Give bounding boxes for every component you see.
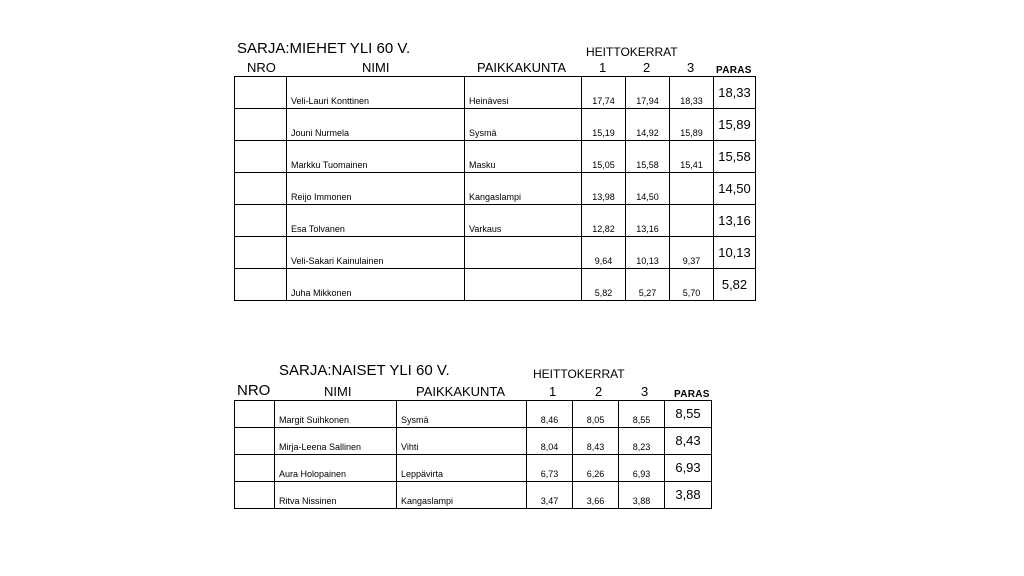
nro-cell <box>235 401 275 428</box>
throw-3-result <box>670 205 714 237</box>
throw-2-result: 14,92 <box>626 109 670 141</box>
throw-1-result: 15,05 <box>582 141 626 173</box>
hometown: Sysmä <box>465 109 582 141</box>
throw-2-result: 14,50 <box>626 173 670 205</box>
men-col-nro: NRO <box>247 60 276 75</box>
throw-3-result: 15,89 <box>670 109 714 141</box>
athlete-name: Jouni Nurmela <box>287 109 465 141</box>
throw-2-result: 8,05 <box>573 401 619 428</box>
throw-3-result: 3,88 <box>619 482 665 509</box>
result-row <box>235 482 712 509</box>
athlete-name: Margit Suihkonen <box>275 401 397 428</box>
best-result: 8,43 <box>665 428 712 455</box>
men-throws-header: HEITTOKERRAT <box>586 45 678 59</box>
nro-cell <box>235 109 287 141</box>
throw-1-result: 12,82 <box>582 205 626 237</box>
throw-2-result: 5,27 <box>626 269 670 301</box>
men-series-title: SARJA:MIEHET YLI 60 V. <box>237 40 411 57</box>
result-row <box>235 173 756 205</box>
nro-cell <box>235 173 287 205</box>
women-series-title: SARJA:NAISET YLI 60 V. <box>279 362 450 379</box>
throw-3-result: 18,33 <box>670 77 714 109</box>
hometown: Leppävirta <box>397 455 527 482</box>
nro-cell <box>235 205 287 237</box>
women-throws-header: HEITTOKERRAT <box>533 367 625 381</box>
result-row <box>235 77 756 109</box>
women-col-throw-2: 2 <box>595 384 603 399</box>
women-col-nro: NRO <box>237 382 271 399</box>
hometown: Sysmä <box>397 401 527 428</box>
athlete-name: Juha Mikkonen <box>287 269 465 301</box>
throw-3-result: 15,41 <box>670 141 714 173</box>
athlete-name: Ritva Nissinen <box>275 482 397 509</box>
best-result: 10,13 <box>714 237 756 269</box>
best-result: 14,50 <box>714 173 756 205</box>
throw-1-result: 6,73 <box>527 455 573 482</box>
throw-3-result: 5,70 <box>670 269 714 301</box>
throw-2-result: 17,94 <box>626 77 670 109</box>
nro-cell <box>235 269 287 301</box>
women-col-best: PARAS <box>674 389 710 400</box>
throw-1-result: 9,64 <box>582 237 626 269</box>
best-result: 6,93 <box>665 455 712 482</box>
throw-1-result: 3,47 <box>527 482 573 509</box>
athlete-name: Mirja-Leena Sallinen <box>275 428 397 455</box>
men-col-throw-1: 1 <box>599 60 607 75</box>
throw-3-result: 8,55 <box>619 401 665 428</box>
throw-2-result: 15,58 <box>626 141 670 173</box>
nro-cell <box>235 455 275 482</box>
best-result: 8,55 <box>665 401 712 428</box>
women-col-throw-3: 3 <box>641 384 649 399</box>
throw-3-result <box>670 173 714 205</box>
throw-1-result: 17,74 <box>582 77 626 109</box>
hometown: Kangaslampi <box>397 482 527 509</box>
women-col-throw-1: 1 <box>549 384 557 399</box>
nro-cell <box>235 428 275 455</box>
athlete-name: Aura Holopainen <box>275 455 397 482</box>
throw-1-result: 8,04 <box>527 428 573 455</box>
result-row <box>235 141 756 173</box>
nro-cell <box>235 482 275 509</box>
result-row <box>235 237 756 269</box>
hometown <box>465 269 582 301</box>
result-row <box>235 269 756 301</box>
throw-1-result: 8,46 <box>527 401 573 428</box>
best-result: 15,58 <box>714 141 756 173</box>
throw-2-result: 6,26 <box>573 455 619 482</box>
result-row <box>235 401 712 428</box>
men-col-throw-3: 3 <box>687 60 695 75</box>
athlete-name: Reijo Immonen <box>287 173 465 205</box>
men-results-table <box>234 76 756 301</box>
throw-1-result: 13,98 <box>582 173 626 205</box>
athlete-name: Esa Tolvanen <box>287 205 465 237</box>
women-results-table <box>234 400 712 509</box>
hometown: Vihti <box>397 428 527 455</box>
throw-2-result: 10,13 <box>626 237 670 269</box>
throw-3-result: 8,23 <box>619 428 665 455</box>
best-result: 5,82 <box>714 269 756 301</box>
men-col-throw-2: 2 <box>643 60 651 75</box>
hometown: Varkaus <box>465 205 582 237</box>
best-result: 15,89 <box>714 109 756 141</box>
best-result: 18,33 <box>714 77 756 109</box>
men-col-name: NIMI <box>362 60 390 75</box>
hometown <box>465 237 582 269</box>
men-col-place: PAIKKAKUNTA <box>477 60 567 75</box>
result-row <box>235 205 756 237</box>
result-row <box>235 455 712 482</box>
men-col-best: PARAS <box>716 65 752 76</box>
athlete-name: Markku Tuomainen <box>287 141 465 173</box>
nro-cell <box>235 141 287 173</box>
women-col-place: PAIKKAKUNTA <box>416 384 506 399</box>
hometown: Masku <box>465 141 582 173</box>
hometown: Heinävesi <box>465 77 582 109</box>
hometown: Kangaslampi <box>465 173 582 205</box>
throw-3-result: 9,37 <box>670 237 714 269</box>
throw-3-result: 6,93 <box>619 455 665 482</box>
throw-2-result: 3,66 <box>573 482 619 509</box>
athlete-name: Veli-Sakari Kainulainen <box>287 237 465 269</box>
throw-2-result: 13,16 <box>626 205 670 237</box>
throw-2-result: 8,43 <box>573 428 619 455</box>
best-result: 3,88 <box>665 482 712 509</box>
throw-1-result: 5,82 <box>582 269 626 301</box>
nro-cell <box>235 237 287 269</box>
best-result: 13,16 <box>714 205 756 237</box>
throw-1-result: 15,19 <box>582 109 626 141</box>
nro-cell <box>235 77 287 109</box>
result-row <box>235 428 712 455</box>
result-row <box>235 109 756 141</box>
women-col-name: NIMI <box>324 384 352 399</box>
athlete-name: Veli-Lauri Konttinen <box>287 77 465 109</box>
